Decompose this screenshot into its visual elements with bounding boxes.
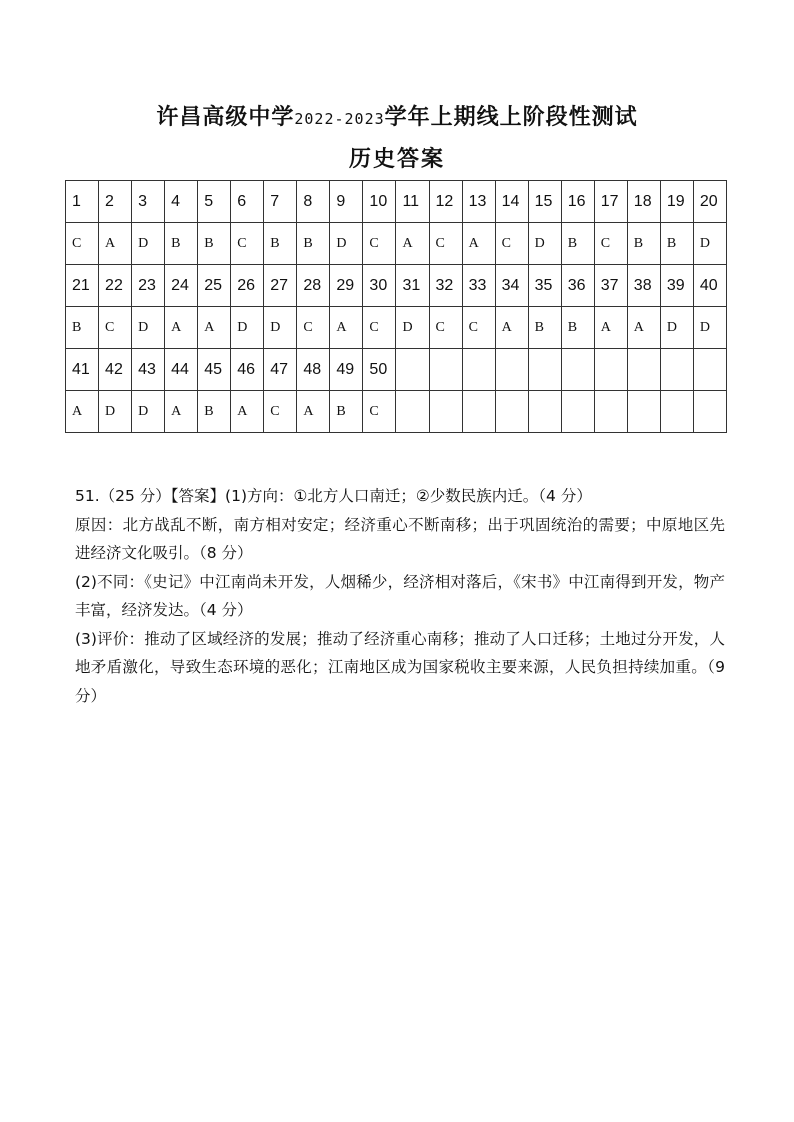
- question-number-cell: 46: [231, 349, 264, 391]
- answer-cell: D: [132, 307, 165, 349]
- answer-cell: D: [693, 307, 726, 349]
- answer-cell: B: [198, 391, 231, 433]
- question-number-cell: [660, 349, 693, 391]
- answer-cell: D: [330, 223, 363, 265]
- question-number-cell: 3: [132, 181, 165, 223]
- question-number-cell: 30: [363, 265, 396, 307]
- question-number-cell: 49: [330, 349, 363, 391]
- answer-cell: A: [99, 223, 132, 265]
- answer-cell: [495, 391, 528, 433]
- question-number-cell: [462, 349, 495, 391]
- question-number-cell: [528, 349, 561, 391]
- question-number-row: [66, 265, 727, 307]
- question-number-cell: [693, 349, 726, 391]
- question-number-cell: 39: [660, 265, 693, 307]
- question-number-cell: 7: [264, 181, 297, 223]
- question-number-cell: 5: [198, 181, 231, 223]
- question-number-cell: [627, 349, 660, 391]
- question-number-cell: 26: [231, 265, 264, 307]
- answer-cell: A: [396, 223, 429, 265]
- answer-cell: [528, 391, 561, 433]
- answer-cell: [462, 391, 495, 433]
- essay-paragraph-2: 原因：北方战乱不断，南方相对安定；经济重心不断南移；出于巩固统治的需要；中原地区先进经济文化吸引。（8 分）: [75, 515, 725, 562]
- question-number-cell: [429, 349, 462, 391]
- answer-cell: C: [429, 223, 462, 265]
- question-number-cell: 14: [495, 181, 528, 223]
- question-number-cell: 17: [594, 181, 627, 223]
- answer-cell: A: [198, 307, 231, 349]
- question-number-cell: 9: [330, 181, 363, 223]
- answer-cell: A: [165, 307, 198, 349]
- answer-key-table: [65, 180, 727, 433]
- question-number-cell: 10: [363, 181, 396, 223]
- essay-paragraph-4: (3)评价：推动了区域经济的发展；推动了经济重心南移；推动了人口迁移；土地过分开发，人地矛盾激化，导致生态环境的恶化；江南地区成为国家税收主要来源，人民负担持续加重。（9 分）: [75, 629, 725, 705]
- answer-cell: A: [627, 307, 660, 349]
- answer-cell: B: [561, 223, 594, 265]
- question-number-cell: 37: [594, 265, 627, 307]
- question-number-cell: 27: [264, 265, 297, 307]
- answer-cell: A: [462, 223, 495, 265]
- question-number-cell: 15: [528, 181, 561, 223]
- question-number-cell: 47: [264, 349, 297, 391]
- answer-cell: C: [594, 223, 627, 265]
- question-number-cell: 19: [660, 181, 693, 223]
- question-number-cell: 6: [231, 181, 264, 223]
- question-number-cell: 43: [132, 349, 165, 391]
- question-number-cell: 38: [627, 265, 660, 307]
- question-number-cell: 11: [396, 181, 429, 223]
- question-number-cell: 41: [66, 349, 99, 391]
- question-number-cell: 4: [165, 181, 198, 223]
- answer-cell: D: [693, 223, 726, 265]
- question-number-cell: 25: [198, 265, 231, 307]
- question-number-cell: 18: [627, 181, 660, 223]
- essay-paragraph-1: 51.（25 分）【答案】(1)方向：①北方人口南迁；②少数民族内迁。（4 分）: [75, 487, 592, 505]
- question-number-cell: [594, 349, 627, 391]
- question-number-cell: 28: [297, 265, 330, 307]
- question-number-cell: [561, 349, 594, 391]
- question-number-cell: 45: [198, 349, 231, 391]
- answer-cell: D: [660, 307, 693, 349]
- question-number-cell: 34: [495, 265, 528, 307]
- answer-row: [66, 307, 727, 349]
- question-number-cell: [396, 349, 429, 391]
- answer-cell: A: [297, 391, 330, 433]
- answer-cell: C: [363, 391, 396, 433]
- question-number-cell: 32: [429, 265, 462, 307]
- answer-cell: B: [297, 223, 330, 265]
- answer-cell: B: [264, 223, 297, 265]
- question-number-cell: 44: [165, 349, 198, 391]
- answer-cell: A: [231, 391, 264, 433]
- answer-cell: [693, 391, 726, 433]
- question-number-cell: 35: [528, 265, 561, 307]
- answer-cell: B: [165, 223, 198, 265]
- question-number-cell: 33: [462, 265, 495, 307]
- essay-paragraph-3: (2)不同：《史记》中江南尚未开发，人烟稀少，经济相对落后，《宋书》中江南得到开发，物产丰富，经济发达。（4 分）: [75, 572, 725, 619]
- question-number-cell: 22: [99, 265, 132, 307]
- question-number-cell: 13: [462, 181, 495, 223]
- exam-name: 学年上期线上阶段性测试: [384, 105, 638, 130]
- document-subtitle: 历史答案: [348, 147, 445, 172]
- school-year: 2022-2023: [294, 110, 385, 128]
- answer-cell: B: [330, 391, 363, 433]
- question-number-cell: 31: [396, 265, 429, 307]
- answer-cell: C: [462, 307, 495, 349]
- answer-row: [66, 391, 727, 433]
- answer-cell: B: [528, 307, 561, 349]
- answer-cell: C: [363, 223, 396, 265]
- answer-cell: C: [297, 307, 330, 349]
- answer-cell: C: [264, 391, 297, 433]
- question-number-cell: 20: [693, 181, 726, 223]
- answer-cell: [660, 391, 693, 433]
- answer-cell: A: [495, 307, 528, 349]
- document-title: [0, 101, 794, 136]
- answer-cell: D: [99, 391, 132, 433]
- answer-cell: D: [231, 307, 264, 349]
- question-number-cell: 36: [561, 265, 594, 307]
- answer-cell: D: [132, 391, 165, 433]
- question-number-cell: 48: [297, 349, 330, 391]
- question-number-cell: [495, 349, 528, 391]
- answer-cell: D: [264, 307, 297, 349]
- answer-cell: D: [132, 223, 165, 265]
- answer-cell: A: [165, 391, 198, 433]
- answer-cell: A: [594, 307, 627, 349]
- answer-cell: B: [627, 223, 660, 265]
- school-name: 许昌高级中学: [156, 105, 295, 130]
- answer-cell: C: [363, 307, 396, 349]
- answer-cell: B: [198, 223, 231, 265]
- question-number-cell: 16: [561, 181, 594, 223]
- question-number-cell: 12: [429, 181, 462, 223]
- answer-cell: C: [495, 223, 528, 265]
- question-number-cell: 1: [66, 181, 99, 223]
- answer-cell: D: [528, 223, 561, 265]
- question-number-cell: 21: [66, 265, 99, 307]
- question-number-cell: 24: [165, 265, 198, 307]
- answer-row: [66, 223, 727, 265]
- question-number-cell: 23: [132, 265, 165, 307]
- essay-answer: [75, 482, 725, 710]
- answer-cell: B: [66, 307, 99, 349]
- answer-cell: [429, 391, 462, 433]
- question-number-row: [66, 181, 727, 223]
- answer-cell: [627, 391, 660, 433]
- answer-cell: C: [429, 307, 462, 349]
- answer-cell: [594, 391, 627, 433]
- answer-cell: B: [561, 307, 594, 349]
- answer-cell: B: [660, 223, 693, 265]
- answer-cell: C: [231, 223, 264, 265]
- question-number-cell: 8: [297, 181, 330, 223]
- answer-cell: A: [330, 307, 363, 349]
- answer-cell: A: [66, 391, 99, 433]
- question-number-cell: 29: [330, 265, 363, 307]
- answer-cell: [561, 391, 594, 433]
- question-number-cell: 42: [99, 349, 132, 391]
- question-number-cell: 40: [693, 265, 726, 307]
- answer-cell: C: [99, 307, 132, 349]
- question-number-cell: 50: [363, 349, 396, 391]
- question-number-row: [66, 349, 727, 391]
- answer-cell: C: [66, 223, 99, 265]
- answer-cell: [396, 391, 429, 433]
- question-number-cell: 2: [99, 181, 132, 223]
- answer-cell: D: [396, 307, 429, 349]
